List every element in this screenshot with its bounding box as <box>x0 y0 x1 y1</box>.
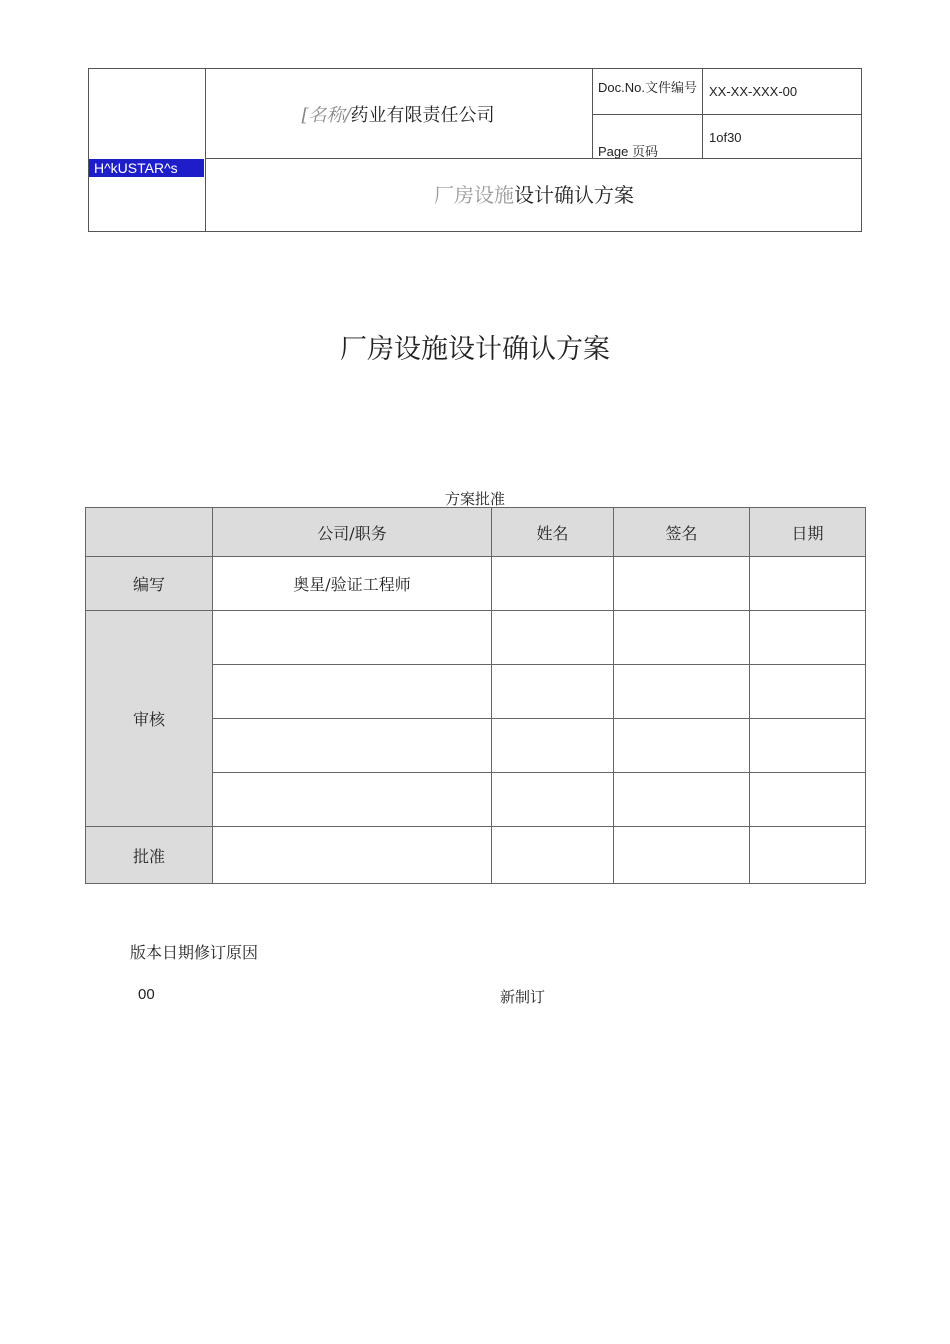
signature-cell[interactable] <box>614 557 750 611</box>
name-cell[interactable] <box>492 557 614 611</box>
name-cell[interactable] <box>492 827 614 884</box>
date-cell[interactable] <box>750 719 866 773</box>
table-header-cell: 签名 <box>614 508 750 557</box>
company-logo: H^kUSTAR^s <box>89 159 204 177</box>
header-title-part2: 设计确认方案 <box>514 183 634 207</box>
row-label-review: 审核 <box>86 611 213 827</box>
document-header <box>88 68 862 232</box>
signature-cell[interactable] <box>614 611 750 665</box>
approval-caption: 方案批准 <box>444 490 505 508</box>
position-cell[interactable] <box>213 611 492 665</box>
header-document-title <box>205 179 863 208</box>
page-value: 1of30 <box>709 130 742 145</box>
name-cell[interactable] <box>492 665 614 719</box>
doc-no-value: XX-XX-XXX-00 <box>709 84 798 99</box>
position-cell[interactable] <box>213 665 492 719</box>
signature-cell[interactable] <box>614 665 750 719</box>
signature-cell[interactable] <box>614 773 750 827</box>
table-header-cell: 公司/职务 <box>213 508 492 557</box>
position-cell[interactable] <box>213 719 492 773</box>
date-cell[interactable] <box>750 557 866 611</box>
page-label: Page 页码 <box>598 144 658 159</box>
table-row <box>86 827 866 884</box>
name-cell[interactable] <box>492 719 614 773</box>
version-number: 00 <box>138 986 155 1003</box>
signature-cell[interactable] <box>614 827 750 884</box>
position-cell[interactable] <box>213 773 492 827</box>
row-label-approve: 批准 <box>86 827 213 884</box>
date-cell[interactable] <box>750 773 866 827</box>
version-history-header: 版本日期修订原因 <box>130 943 259 962</box>
name-cell[interactable] <box>492 773 614 827</box>
company-name-placeholder: [名称/ <box>301 105 351 126</box>
page-title: 厂房设施设计确认方案 <box>340 334 610 365</box>
doc-no-label: Doc.No.文件编号 <box>598 80 697 95</box>
table-row <box>86 611 866 665</box>
table-row <box>86 557 866 611</box>
header-title-part1: 厂房设施 <box>434 183 514 207</box>
company-name-text: 药业有限责任公司 <box>350 105 495 126</box>
table-header-cell: 姓名 <box>492 508 614 557</box>
table-header-row <box>86 508 866 557</box>
name-cell[interactable] <box>492 611 614 665</box>
date-cell[interactable] <box>750 665 866 719</box>
row-label-write: 编写 <box>86 557 213 611</box>
table-header-cell: 日期 <box>750 508 866 557</box>
date-cell[interactable] <box>750 611 866 665</box>
signature-cell[interactable] <box>614 719 750 773</box>
version-reason: 新制订 <box>500 988 546 1006</box>
approval-table <box>85 507 866 884</box>
write-position-cell: 奥星/验证工程师 <box>213 557 492 611</box>
position-cell[interactable] <box>213 827 492 884</box>
date-cell[interactable] <box>750 827 866 884</box>
company-name <box>205 101 591 127</box>
table-header-cell <box>86 508 213 557</box>
